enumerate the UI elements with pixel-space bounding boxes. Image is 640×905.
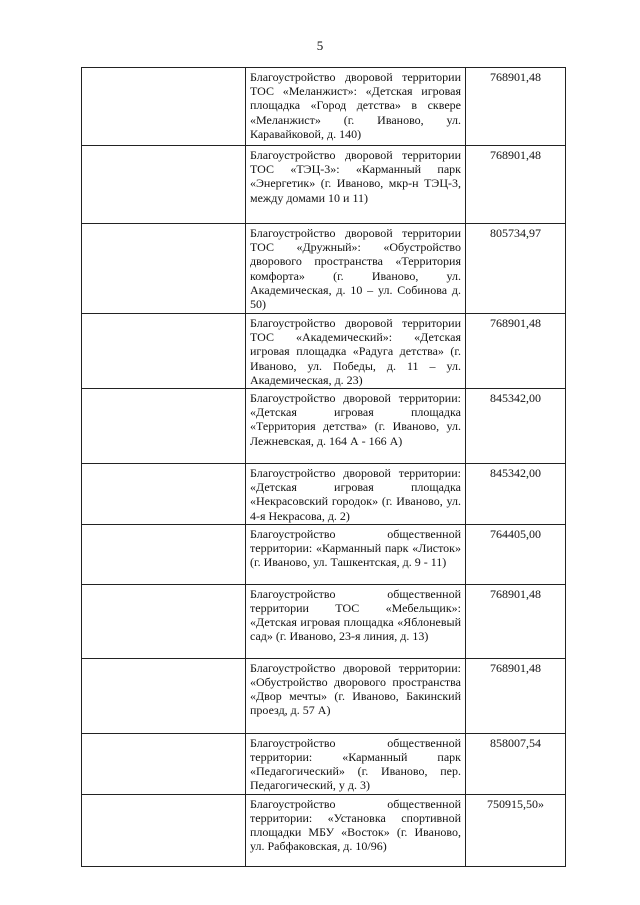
row-index-cell [82, 584, 246, 658]
row-amount-cell: 858007,54 [466, 733, 566, 794]
row-index-cell [82, 389, 246, 464]
row-index-cell [82, 658, 246, 733]
row-amount-cell: 845342,00 [466, 464, 566, 525]
table-row [82, 524, 566, 584]
row-description-cell: Благоустройство дворовой территории: «Детская игровая площадка «Территория детства» (г. Иваново, ул. Лежневская, д. 164 А - 166 А) [246, 389, 466, 464]
row-index-cell [82, 464, 246, 525]
table-row [82, 224, 566, 314]
row-amount-cell: 805734,97 [466, 224, 566, 314]
table-row [82, 794, 566, 866]
row-description-cell: Благоустройство дворовой территории ТОС «ТЭЦ-3»: «Карманный парк «Энергетик» (г. Иваново, мкр-н ТЭЦ-3, между домами 10 и 11) [246, 146, 466, 224]
table-row [82, 68, 566, 146]
row-description-cell: Благоустройство дворовой территории ТОС «Дружный»: «Обустройство дворового пространства «Территория комфорта» (г. Иваново, ул. Академическая, д. 10 – ул. Собинова д. 50) [246, 224, 466, 314]
row-amount-cell: 768901,48 [466, 68, 566, 146]
row-index-cell [82, 794, 246, 866]
row-index-cell [82, 733, 246, 794]
page-number: 5 [316, 38, 324, 53]
row-description-cell: Благоустройство общественной территории: «Установка спортивной площадки МБУ «Восток» (г. Иваново, ул. Рабфаковская, д. 10/96) [246, 794, 466, 866]
projects-table [81, 67, 566, 867]
table-row [82, 314, 566, 389]
row-amount-cell: 845342,00 [466, 389, 566, 464]
row-index-cell [82, 68, 246, 146]
table-row [82, 733, 566, 794]
row-description-cell: Благоустройство дворовой территории: «Детская игровая площадка «Некрасовский городок» (г. Иваново, ул. 4-я Некрасова, д. 2) [246, 464, 466, 525]
row-amount-cell: 768901,48 [466, 584, 566, 658]
table-row [82, 389, 566, 464]
row-amount-cell: 768901,48 [466, 314, 566, 389]
row-amount-cell: 750915,50» [466, 794, 566, 866]
row-description-cell: Благоустройство общественной территории ТОС «Мебельщик»: «Детская игровая площадка «Яблоневый сад» (г. Иваново, 23-я линия, д. 13) [246, 584, 466, 658]
table-row [82, 464, 566, 525]
row-description-cell: Благоустройство общественной территории: «Карманный парк «Листок» (г. Иваново, ул. Ташкентская, д. 9 - 11) [246, 524, 466, 584]
row-index-cell [82, 314, 246, 389]
row-amount-cell: 768901,48 [466, 658, 566, 733]
row-description-cell: Благоустройство общественной территории: «Карманный парк «Педагогический» (г. Иваново, пер. Педагогический, у д. 3) [246, 733, 466, 794]
row-amount-cell: 764405,00 [466, 524, 566, 584]
row-index-cell [82, 224, 246, 314]
row-amount-cell: 768901,48 [466, 146, 566, 224]
table-row [82, 658, 566, 733]
row-index-cell [82, 524, 246, 584]
row-description-cell: Благоустройство дворовой территории: «Обустройство дворового пространства «Двор мечты» (г. Иваново, Бакинский проезд, д. 57 А) [246, 658, 466, 733]
table-row [82, 146, 566, 224]
row-description-cell: Благоустройство дворовой территории ТОС «Академический»: «Детская игровая площадка «Радуга детства» (г. Иваново, ул. Победы, д. 11 – ул. Академическая, д. 23) [246, 314, 466, 389]
table-row [82, 584, 566, 658]
row-description-cell: Благоустройство дворовой территории ТОС «Меланжист»: «Детская игровая площадка «Город детства» в сквере «Меланжист» (г. Иваново, ул. Каравайковой, д. 140) [246, 68, 466, 146]
row-index-cell [82, 146, 246, 224]
